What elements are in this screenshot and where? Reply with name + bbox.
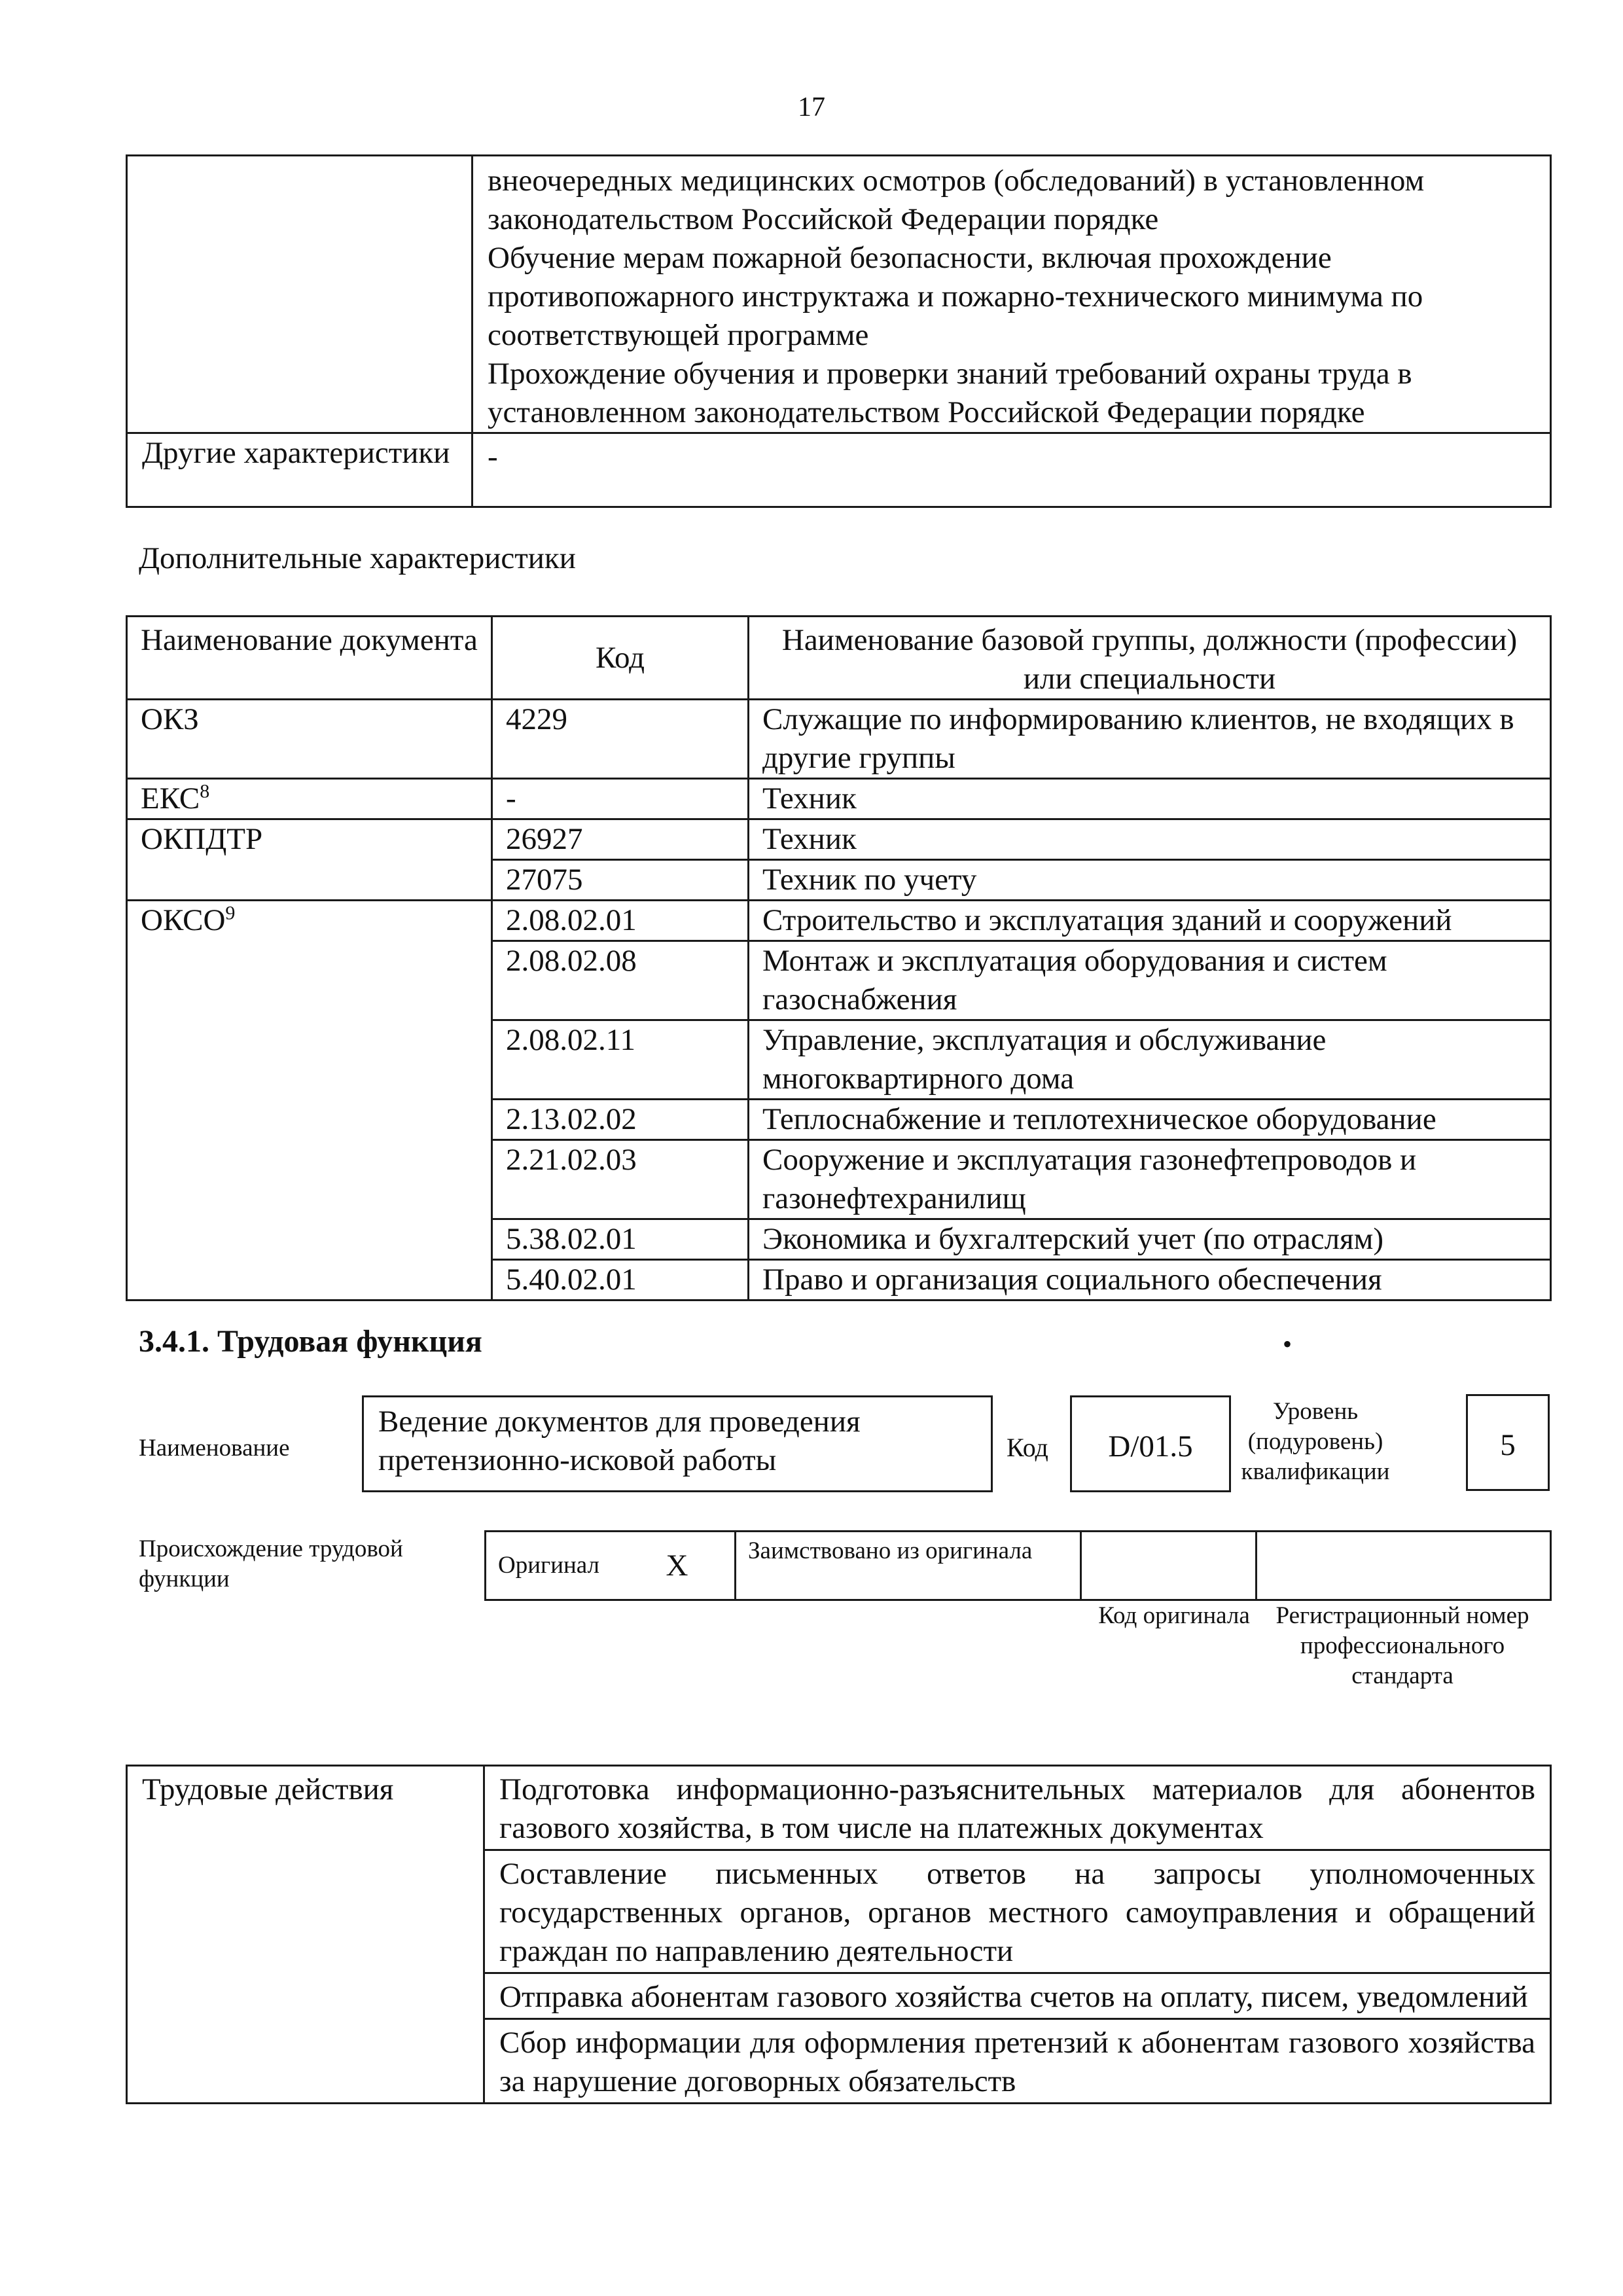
original-mark: X [654,1532,736,1600]
function-code-label: Код [1007,1433,1048,1462]
doc-name-cell-empty [127,941,492,1020]
labor-action-item: Составление письменных ответов на запросы уполномоченных государственных органов, органов местного самоуправления и обращений граждан по направлению деятельности [484,1850,1551,1973]
function-code-value: D/01.5 [1108,1429,1193,1463]
table-row [127,1219,1551,1260]
group-name-cell: Сооружение и эксплуатация газонефтепроводов и газонефтехранилищ [749,1140,1551,1219]
labor-actions-table [126,1765,1552,2104]
function-name-label: Наименование [139,1435,290,1462]
group-name-cell: Техник по учету [749,860,1551,901]
group-name-cell: Строительство и эксплуатация зданий и сооружений [749,901,1551,941]
continuation-table [126,154,1552,508]
code-cell: 5.38.02.01 [492,1219,749,1260]
labor-function-title: 3.4.1. Трудовая функция [139,1324,482,1359]
code-cell: 2.13.02.02 [492,1100,749,1140]
group-name-cell: Техник [749,779,1551,819]
table-row [127,1766,1551,1850]
table-header-row [127,617,1551,700]
doc-name-cell-empty [127,860,492,901]
code-original-cell [1081,1532,1257,1600]
qualification-level-value: 5 [1500,1428,1516,1462]
doc-name-cell-empty [127,1100,492,1140]
code-cell: - [492,779,749,819]
header-code: Код [492,617,749,700]
other-characteristics-label: Другие характеристики [127,433,473,507]
footnote-marker: 9 [225,902,236,924]
function-origin-label: Происхождение трудовой функции [139,1535,403,1592]
code-cell: 5.40.02.01 [492,1260,749,1300]
group-name-cell: Управление, эксплуатация и обслуживание многоквартирного дома [749,1020,1551,1100]
group-name-cell: Техник [749,819,1551,860]
reg-number-caption: Регистрационный номер профессионального стандарта [1275,1602,1529,1689]
original-label: Оригинал [486,1532,654,1600]
doc-name-cell [127,779,492,819]
table-row [127,1100,1551,1140]
doc-name-cell: ОКПДТР [127,819,492,860]
header-group-name: Наименование базовой группы, должности (профессии) или специальности [749,617,1551,700]
continuation-line: внеочередных медицинских осмотров (обследований) в установленном законодательством Российской Федерации порядке [488,164,1425,236]
doc-name-cell-empty [127,1219,492,1260]
group-name-cell: Теплоснабжение и теплотехническое оборудование [749,1100,1551,1140]
reg-number-cell [1257,1532,1551,1600]
doc-name-cell: ОКЗ [127,700,492,779]
code-cell: 26927 [492,819,749,860]
group-name-cell: Служащие по информированию клиентов, не входящих в другие группы [749,700,1551,779]
additional-characteristics-caption: Дополнительные характеристики [139,541,576,575]
code-cell: 2.08.02.08 [492,941,749,1020]
doc-name-cell-empty [127,1020,492,1100]
labor-actions-label: Трудовые действия [127,1766,484,2104]
table-row [127,1260,1551,1300]
code-original-caption: Код оригинала [1098,1602,1250,1629]
code-cell: 2.08.02.01 [492,901,749,941]
doc-name-cell-empty [127,1140,492,1219]
borrowed-label: Заимствовано из оригинала [736,1532,1081,1600]
header-doc-name: Наименование документа [127,617,492,700]
code-cell: 4229 [492,700,749,779]
table-row [127,1020,1551,1100]
table-row [127,941,1551,1020]
qualification-level-label: Уровень (подуровень) квалификации [1241,1398,1390,1485]
table-row [127,1140,1551,1219]
table-row [127,901,1551,941]
function-name-box [362,1395,993,1492]
table-row [127,700,1551,779]
additional-characteristics-table [126,615,1552,1301]
function-name-value: Ведение документов для проведения претензионно-исковой работы [378,1405,861,1477]
other-characteristics-value: - [473,433,1551,507]
code-cell: 2.21.02.03 [492,1140,749,1219]
continuation-content [473,156,1551,433]
continuation-line: Обучение мерам пожарной безопасности, включая прохождение противопожарного инструктажа и пожарно-технического минимума по соответствующей программе [488,241,1423,352]
doc-name-cell-empty [127,1260,492,1300]
page-number: 17 [798,92,825,122]
table-row [127,779,1551,819]
doc-name-text: ОКСО [141,903,226,937]
table-row [127,819,1551,860]
group-name-cell: Монтаж и эксплуатация оборудования и систем газоснабжения [749,941,1551,1020]
doc-name-cell [127,901,492,941]
stray-dot-mark: • [1283,1329,1293,1359]
table-row [127,860,1551,901]
labor-action-item: Отправка абонентам газового хозяйства счетов на оплату, писем, уведомлений [484,1973,1551,2019]
doc-name-text: ЕКС [141,781,200,816]
continuation-line: Прохождение обучения и проверки знаний требований охраны труда в установленном законодательством Российской Федерации порядке [488,357,1412,429]
code-cell: 27075 [492,860,749,901]
labor-action-item: Подготовка информационно-разъяснительных материалов для абонентов газового хозяйства, в том числе на платежных документах [484,1766,1551,1850]
continuation-left-cell [127,156,473,433]
code-cell: 2.08.02.11 [492,1020,749,1100]
group-name-cell: Право и организация социального обеспечения [749,1260,1551,1300]
function-origin-table [484,1530,1552,1601]
labor-action-item: Сбор информации для оформления претензий к абонентам газового хозяйства за нарушение договорных обязательств [484,2019,1551,2104]
function-code-box [1070,1395,1231,1492]
group-name-cell: Экономика и бухгалтерский учет (по отраслям) [749,1219,1551,1260]
footnote-marker: 8 [200,780,210,802]
qualification-level-box [1466,1394,1550,1491]
